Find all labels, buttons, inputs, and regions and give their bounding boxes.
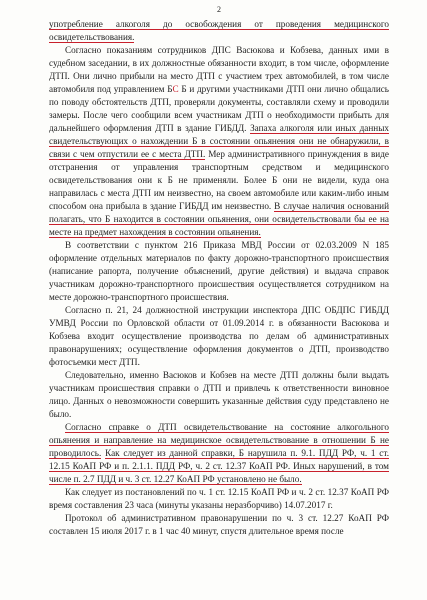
handwritten-mark: С bbox=[172, 84, 179, 94]
paragraph-text: Б и другими участниками ДТП они лично общались по поводу обстоятельств ДТП, проверяли документы, составляли схему и проводили замеры. После чего сообщили всем участникам ДТП о необходимости прибыть для дальнейшего оформления ДТП в здание ГИБДД. bbox=[49, 84, 389, 133]
paragraph-text: В соответствии с пунктом 216 Приказа МВД России от 02.03.2009 N 185 оформление отдельных материалов по факту дорожно-транспортного происшествия (написание рапорта, получение объяснений, другие действия) и выдача справок участникам дорожно-транспортного происшествия осуществляется сотрудником на месте дорожно-транспортного происшествия. bbox=[49, 240, 389, 302]
paragraph-p2 bbox=[49, 44, 389, 239]
paragraph-p7 bbox=[49, 486, 389, 512]
underlined-text: В случае наличия оснований полагать, что Б находится в состоянии опьянения, они освидетельствовали бы ее на месте на предмет нахождения в состоянии опьянения. bbox=[49, 201, 389, 237]
paragraph-text: Согласно показаниям сотрудников ДПС Васюкова и Кобзева, данных ими в судебном заседании, в их должностные обязанности входит, в том числе, оформление ДТП. Они лично прибыли на место ДТП с участием трех автомобилей, в том числе автомобиля под управлением Б bbox=[49, 45, 389, 94]
paragraph-text: Следовательно, именно Васюков и Кобзев на месте ДТП должны были выдать участникам происшествия справки о ДТП и привлечь к ответственности виновное лицо. Данных о невозможности совершить указанные действия суду представлено не было. bbox=[49, 370, 389, 419]
paragraph-p1 bbox=[49, 18, 389, 44]
underlined-text: Согласно справке о ДТП освидетельствование на состояние алкогольного опьянения и направление на медицинское освидетельствование в отношении Б не проводилось. bbox=[49, 422, 389, 458]
page-number: 2 bbox=[217, 5, 221, 14]
paragraph-text: Согласно п. 21, 24 должностной инструкции инспектора ДПС ОБДПС ГИБДД УМВД России по Орловской области от 01.09.2014 г. в обязанности Васюкова и Кобзева входит осуществление производства по делам об административных правонарушениях; осуществление оформления документов о ДТП, производство фотосъемки мест ДТП. bbox=[49, 305, 389, 367]
underlined-text: употребление алкоголя до освобождения от проведения медицинского освидетельствования. bbox=[49, 19, 389, 42]
paragraph-text: Протокол об административном правонарушении по ч. 3 ст. 12.27 КоАП РФ составлен 15 июля 2017 г. в 1 час 40 минут, спустя длительное время после bbox=[49, 513, 389, 536]
paragraph-text: Как следует из постановлений по ч. 1 ст. 12.15 КоАП РФ и ч. 2 ст. 12.37 КоАП РФ время составления 23 часа (минуты указаны неразборчиво) 14.07.2017 г. bbox=[49, 487, 389, 510]
paragraph-p8 bbox=[49, 512, 389, 538]
paragraph-p5 bbox=[49, 369, 389, 421]
paragraph-p6 bbox=[49, 421, 389, 486]
paragraph-p3 bbox=[49, 239, 389, 304]
paragraph-p4 bbox=[49, 304, 389, 369]
paragraph-text: Мер административного принуждения в виде отстранения от управления транспортным средством и медицинского освидетельствования они к Б не применяли. Более Б они не видели, куда она направилась с места ДТП им неизвестно, на своем автомобиле или каким-либо иным способом она прибыла в здание ГИБДД им неизвестно. bbox=[49, 149, 389, 211]
underlined-text: Как следует из данной справки, Б нарушила п. 9.1. ПДД РФ, ч. 1 ст. 12.15 КоАП РФ и п. 2.1.1. ПДД РФ, ч. 2 ст. 12.37 КоАП РФ. Иных нарушений, в том числе п. 2.7 ПДД и ч. 3 ст. 12.27 КоАП РФ установлено не было. bbox=[49, 448, 389, 484]
document-body bbox=[49, 18, 389, 538]
underlined-text: Запаха алкоголя или иных данных свидетельствующих о нахождении Б в состоянии опьянения они не обнаружили, в связи с чем отпустили ее с места ДТП. bbox=[49, 123, 389, 159]
